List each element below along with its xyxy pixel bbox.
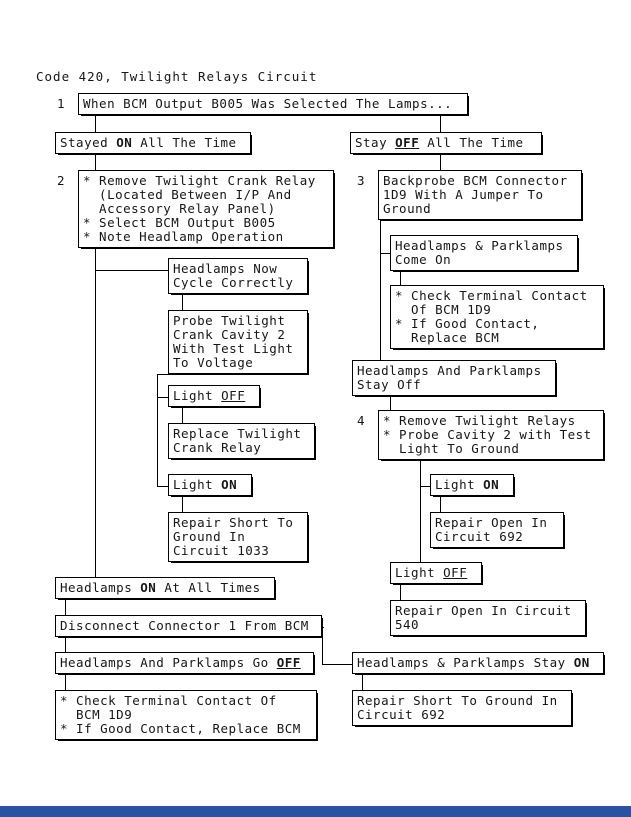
node-text: Headlamps And Parklamps xyxy=(357,363,542,378)
node-text: Light ON xyxy=(173,477,238,492)
node-text: Headlamps & Parklamps xyxy=(395,238,564,253)
step-number-3: 3 xyxy=(357,173,366,188)
node-text: Light ON xyxy=(435,477,500,492)
step-number-2: 2 xyxy=(57,173,66,188)
node-text: Cycle Correctly xyxy=(173,275,294,290)
node-text: Headlamps Now xyxy=(173,261,278,276)
node-text: Headlamps ON At All Times xyxy=(60,580,261,595)
step-number-4: 4 xyxy=(357,413,366,428)
node-text: Light OFF xyxy=(173,388,246,403)
node-text: To Voltage xyxy=(173,355,254,370)
step-number-1: 1 xyxy=(57,96,66,111)
node-text: * Check Terminal Contact Of xyxy=(60,693,277,708)
node-step2-remove-crank-relay xyxy=(78,170,334,248)
node-parklamps-come-on xyxy=(390,235,578,271)
node-text: 1D9 With A Jumper To xyxy=(383,187,544,202)
node-text: Accessory Relay Panel) xyxy=(83,201,276,216)
node-check-bcm-right xyxy=(390,285,604,349)
node-text: Circuit 692 xyxy=(435,529,524,544)
page-title: Code 420, Twilight Relays Circuit xyxy=(36,69,318,84)
node-repair-open-692 xyxy=(430,512,564,548)
node-probe-voltage xyxy=(168,310,308,374)
node-text: Headlamps & Parklamps Stay ON xyxy=(357,655,590,670)
node-text: With Test Light xyxy=(173,341,294,356)
node-text: Crank Cavity 2 xyxy=(173,327,286,342)
node-text: When BCM Output B005 Was Selected The Lamps... xyxy=(83,96,453,111)
connector-line xyxy=(322,664,356,665)
node-text: Stay Off xyxy=(357,377,422,392)
node-check-bcm-left xyxy=(55,690,317,740)
node-text: Light OFF xyxy=(395,565,468,580)
node-text: Of BCM 1D9 xyxy=(395,302,492,317)
node-text: Light To Ground xyxy=(383,441,520,456)
node-text: Disconnect Connector 1 From BCM xyxy=(60,618,309,633)
node-stay-off xyxy=(350,132,542,154)
node-parklamps-stay-off xyxy=(352,360,556,396)
node-parklamps-go-off xyxy=(55,652,314,674)
node-light-off-right xyxy=(390,562,482,584)
node-text: Probe Twilight xyxy=(173,313,286,328)
node-repair-short-692 xyxy=(352,690,572,726)
node-text: Crank Relay xyxy=(173,440,262,455)
node-replace-crank-relay xyxy=(168,423,315,459)
node-text: * Select BCM Output B005 xyxy=(83,215,276,230)
node-light-off-left xyxy=(168,385,260,407)
connector-line xyxy=(420,456,421,566)
node-text: Stay OFF All The Time xyxy=(355,135,524,150)
node-text: BCM 1D9 xyxy=(60,707,133,722)
connector-line xyxy=(157,374,175,375)
node-repair-open-540 xyxy=(390,600,586,636)
node-text: Ground In xyxy=(173,529,246,544)
connector-line xyxy=(322,627,323,665)
node-text: Circuit 692 xyxy=(357,707,446,722)
node-text: * Note Headlamp Operation xyxy=(83,229,284,244)
node-text: * Probe Cavity 2 with Test xyxy=(383,427,592,442)
bottom-bar xyxy=(0,806,631,817)
node-text: Repair Open In xyxy=(435,515,548,530)
node-step4-remove-relays xyxy=(378,410,604,460)
node-text: Come On xyxy=(395,252,452,267)
node-text: Ground xyxy=(383,201,432,216)
node-text: * Remove Twilight Relays xyxy=(383,413,576,428)
connector-line xyxy=(380,216,381,366)
node-text: Repair Open In Circuit xyxy=(395,603,572,618)
node-step3-backprobe xyxy=(378,170,582,220)
node-text: Backprobe BCM Connector xyxy=(383,173,568,188)
node-text: Replace Twilight xyxy=(173,426,302,441)
connector-line xyxy=(95,270,175,271)
node-text: Headlamps And Parklamps Go OFF xyxy=(60,655,301,670)
node-text: Stayed ON All The Time xyxy=(60,135,237,150)
node-text: * If Good Contact, xyxy=(395,316,540,331)
node-text: 540 xyxy=(395,617,420,632)
node-text: * Remove Twilight Crank Relay xyxy=(83,173,316,188)
node-text: Circuit 1033 xyxy=(173,543,270,558)
node-text: Repair Short To xyxy=(173,515,294,530)
node-repair-short-1033 xyxy=(168,512,308,562)
connector-line xyxy=(157,374,158,487)
connector-line xyxy=(95,240,96,585)
node-text: * If Good Contact, Replace BCM xyxy=(60,721,301,736)
node-disconnect-connector1 xyxy=(55,615,322,637)
node-light-on-right xyxy=(430,474,514,496)
node-light-on-left xyxy=(168,474,252,496)
node-text: * Check Terminal Contact xyxy=(395,288,588,303)
node-text: Repair Short To Ground In xyxy=(357,693,558,708)
node-parklamps-stay-on xyxy=(352,652,604,674)
node-headlamps-cycle-correctly xyxy=(168,258,308,294)
node-headlamps-on-all-times xyxy=(55,577,275,599)
node-question xyxy=(78,93,468,115)
node-stayed-on xyxy=(55,132,251,154)
node-text: Replace BCM xyxy=(395,330,500,345)
node-text: (Located Between I/P And xyxy=(83,187,292,202)
